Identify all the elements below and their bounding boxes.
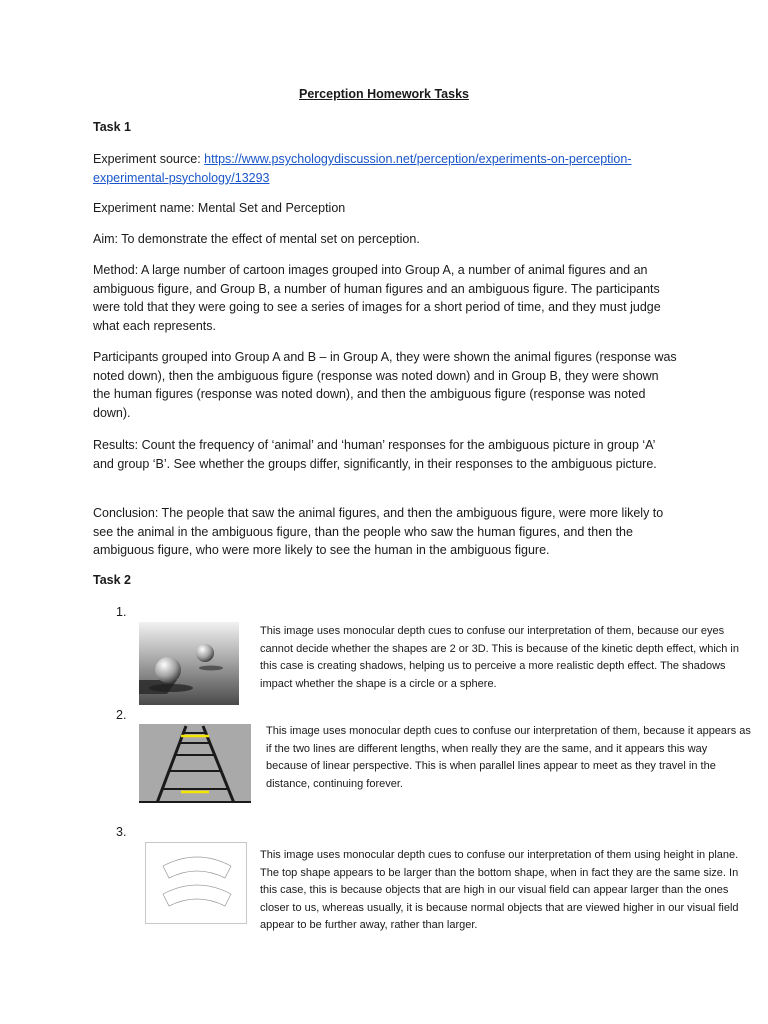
item-number-2: 2.: [116, 708, 127, 722]
spheres-illusion-image: [139, 622, 239, 705]
item-description-1: This image uses monocular depth cues to confuse our interpretation of them, because our eyes cannot decide whether the shapes are 2 or 3D. This is because of the kinetic depth effect, which in this case is creating shadows, helping us to perceive a more realistic depth effect. The shadows impact whether the shape is a circle or a sphere.: [260, 625, 739, 690]
experiment-name: Experiment name: Mental Set and Perception: [93, 201, 346, 215]
experiment-conclusion: Conclusion: The people that saw the animal figures, and then the ambiguous figure, were more likely to see the animal in the ambiguous figure, than the people who saw the human figures, and then the ambiguous figure, who were more likely to see the human in the ambiguous figure.: [93, 506, 664, 558]
experiment-aim: Aim: To demonstrate the effect of mental set on perception.: [93, 232, 420, 246]
jastrow-illusion-image: [145, 842, 247, 924]
experiment-method: Method: A large number of cartoon images grouped into Group A, a number of animal figures and an ambiguous figure, and Group B, a number of human figures and an ambiguous figure. The participants were told that they were going to see a series of images for a short period of time, and they must judge what each represents.: [93, 263, 661, 333]
item-number-1: 1.: [116, 605, 127, 619]
page-title: Perception Homework Tasks: [299, 87, 469, 101]
source-link-continued[interactable]: experimental-psychology/13293: [93, 170, 270, 185]
item-number-3: 3.: [116, 825, 127, 839]
experiment-source: [93, 150, 678, 187]
task2-heading: Task 2: [93, 573, 131, 587]
item-description-2: This image uses monocular depth cues to confuse our interpretation of them, because it appears as if the two lines are different lengths, when really they are the same, and it appears this way because of linear perspective. This is when parallel lines appear to meet as they travel in the distance, continuing forever.: [266, 725, 751, 790]
task1-heading: Task 1: [93, 120, 131, 134]
item-description-3: This image uses monocular depth cues to confuse our interpretation of them using height in plane. The top shape appears to be larger than the bottom shape, when in fact they are the same size. In this case, this is because objects that are high in our visual field can appear larger than the ones closer to us, whereas usually, it is because normal objects that are viewed higher in our visual field appear to be further away, rather than larger.: [260, 849, 739, 931]
experiment-results: Results: Count the frequency of ‘animal’ and ‘human’ responses for the ambiguous picture in group ‘A’ and group ‘B’. See whether the groups differ, significantly, in their responses to the ambiguous picture.: [93, 438, 657, 471]
source-link[interactable]: https://www.psychologydiscussion.net/perception/experiments-on-perception-: [204, 152, 632, 166]
source-label: Experiment source:: [93, 152, 205, 166]
railway-illusion-image: [139, 724, 251, 803]
experiment-participants: Participants grouped into Group A and B – in Group A, they were shown the animal figures (response was noted down), then the ambiguous figure (response was noted down) and in Group B, they were shown the human figures (response was noted down), and then the ambiguous figure (response was noted down).: [93, 350, 677, 420]
